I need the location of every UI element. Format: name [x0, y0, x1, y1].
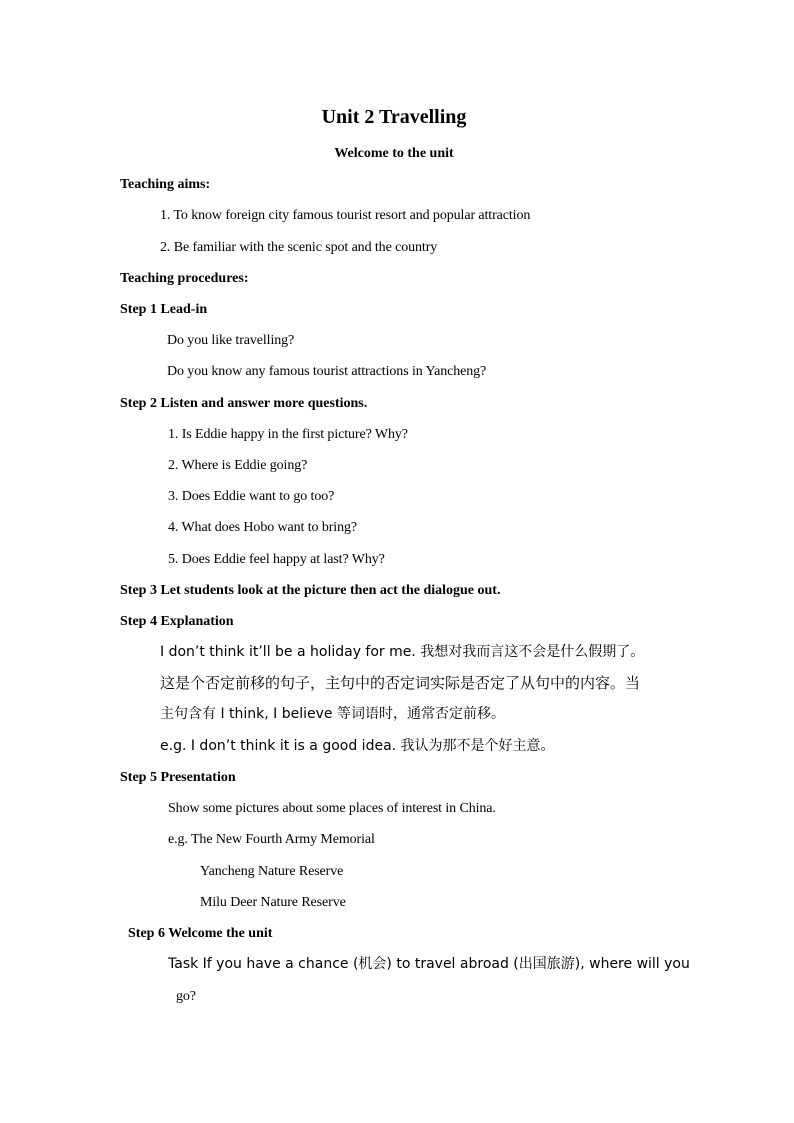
- aim-item-1: 1. To know foreign city famous tourist resort and popular attraction: [160, 208, 531, 223]
- step5-heading: Step 5 Presentation: [120, 770, 236, 785]
- document-title: Unit 2 Travelling: [321, 106, 467, 128]
- step1-line-2: Do you know any famous tourist attractions in Yancheng?: [167, 364, 487, 379]
- document-subtitle: Welcome to the unit: [334, 146, 454, 161]
- step4-heading: Step 4 Explanation: [120, 614, 234, 629]
- step1-line-1: Do you like travelling?: [167, 333, 295, 348]
- step2-question-2: 2. Where is Eddie going?: [168, 458, 308, 473]
- teaching-aims-heading: Teaching aims:: [120, 177, 211, 192]
- step4-line-1: I don’t think it’ll be a holiday for me. 我想对我而言这不会是什么假期了。: [160, 644, 645, 660]
- step2-question-5: 5. Does Eddie feel happy at last? Why?: [168, 552, 385, 567]
- aim-item-2: 2. Be familiar with the scenic spot and the country: [160, 240, 438, 255]
- step1-heading: Step 1 Lead-in: [120, 302, 208, 317]
- step5-place-2: Milu Deer Nature Reserve: [200, 895, 346, 910]
- teaching-procedures-heading: Teaching procedures:: [120, 271, 249, 286]
- step2-question-1: 1. Is Eddie happy in the first picture? Why?: [168, 427, 408, 442]
- step6-task-line-2: go?: [176, 989, 196, 1004]
- step4-line-3: 主句含有 I think, I believe 等词语时，通常否定前移。: [160, 706, 505, 722]
- step4-line-2: 这是个否定前移的句子，主句中的否定词实际是否定了从句中的内容。当: [160, 674, 641, 692]
- step2-question-4: 4. What does Hobo want to bring?: [168, 520, 358, 535]
- step5-place-1: Yancheng Nature Reserve: [200, 864, 344, 879]
- step5-intro: Show some pictures about some places of interest in China.: [168, 801, 496, 816]
- step5-example: e.g. The New Fourth Army Memorial: [168, 832, 375, 847]
- step6-heading: Step 6 Welcome the unit: [128, 926, 273, 941]
- step4-line-4: e.g. I don’t think it is a good idea. 我认为那不是个好主意。: [160, 738, 555, 754]
- step2-question-3: 3. Does Eddie want to go too?: [168, 489, 335, 504]
- step6-task-line-1: Task If you have a chance (机会) to travel abroad (出国旅游), where will you: [168, 956, 690, 972]
- step2-heading: Step 2 Listen and answer more questions.: [120, 396, 368, 411]
- step3-heading: Step 3 Let students look at the picture then act the dialogue out.: [120, 583, 501, 598]
